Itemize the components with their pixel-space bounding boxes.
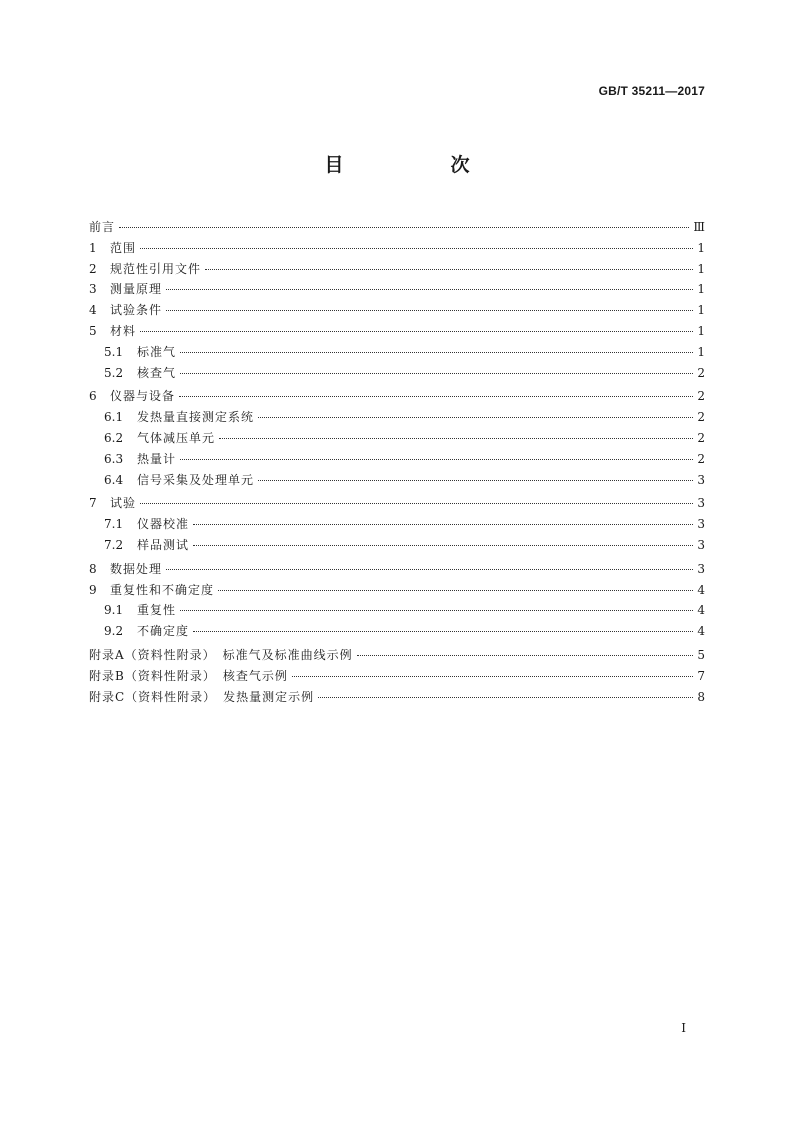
toc-dot-leader bbox=[140, 331, 693, 332]
toc-entry[interactable] bbox=[89, 386, 705, 407]
toc-entry[interactable] bbox=[89, 217, 705, 238]
toc-entry-number: 3 bbox=[89, 282, 97, 297]
toc-entry[interactable] bbox=[89, 407, 705, 428]
toc-entry-number: 9.1 bbox=[104, 603, 124, 618]
toc-entry[interactable] bbox=[89, 600, 705, 621]
toc-entry[interactable] bbox=[89, 666, 705, 687]
toc-entry-number: 7.1 bbox=[104, 517, 124, 532]
toc-entry-page: 3 bbox=[697, 537, 705, 552]
toc-entry[interactable] bbox=[89, 449, 705, 470]
toc-entry-label: 重复性和不确定度 bbox=[110, 582, 215, 597]
toc-dot-leader bbox=[219, 438, 693, 439]
toc-entry[interactable] bbox=[89, 493, 705, 514]
toc-dot-leader bbox=[179, 396, 693, 397]
toc-entry-number: 6.3 bbox=[104, 451, 124, 466]
toc-entry-label: 核查气 bbox=[137, 365, 177, 380]
toc-entry-number: 6.1 bbox=[104, 410, 124, 425]
toc-entry[interactable] bbox=[89, 535, 705, 556]
toc-entry[interactable] bbox=[89, 428, 705, 449]
toc-entry-label: 标准气 bbox=[137, 344, 177, 359]
toc-entry-page: 2 bbox=[697, 430, 705, 445]
toc-entry[interactable] bbox=[89, 621, 705, 642]
toc-entry[interactable] bbox=[89, 580, 705, 601]
toc-entry-label: 仪器校准 bbox=[137, 517, 190, 532]
toc-entry-number: 5.2 bbox=[104, 365, 124, 380]
toc-entry[interactable] bbox=[89, 259, 705, 280]
toc-entry[interactable] bbox=[89, 238, 705, 259]
toc-dot-leader bbox=[292, 676, 693, 677]
toc-entry-page: 5 bbox=[697, 647, 705, 662]
toc-entry-page: Ⅲ bbox=[693, 220, 705, 234]
footer-page-number: Ⅰ bbox=[681, 1021, 686, 1035]
toc-dot-leader bbox=[140, 503, 693, 504]
toc-entry[interactable] bbox=[89, 470, 705, 491]
toc-entry-page: 3 bbox=[697, 472, 705, 487]
toc-entry-label: 热量计 bbox=[137, 451, 177, 466]
toc-dot-leader bbox=[166, 289, 693, 290]
toc-entry-page: 4 bbox=[697, 582, 705, 597]
toc-dot-leader bbox=[193, 545, 693, 546]
toc-entry[interactable] bbox=[89, 321, 705, 342]
toc-entry-label: 材料 bbox=[110, 323, 137, 338]
toc-entry-page: 4 bbox=[697, 603, 705, 618]
toc-entry-page: 7 bbox=[697, 668, 705, 683]
toc-entry-label: 规范性引用文件 bbox=[110, 261, 202, 276]
toc-entry-number: 9.2 bbox=[104, 624, 124, 639]
toc-entry[interactable] bbox=[89, 363, 705, 384]
toc-entry[interactable] bbox=[89, 342, 705, 363]
toc-entry-label: 测量原理 bbox=[110, 282, 163, 297]
toc-entry-page: 8 bbox=[697, 689, 705, 704]
toc-entry-label: 气体减压单元 bbox=[137, 430, 216, 445]
toc-entry-label: 样品测试 bbox=[137, 537, 190, 552]
toc-entry-number: 9 bbox=[89, 582, 97, 597]
toc-entry-label: 附录B（资料性附录） 核查气示例 bbox=[89, 668, 288, 683]
toc-entry-label: 不确定度 bbox=[137, 624, 190, 639]
toc-entry-number: 7 bbox=[89, 496, 97, 511]
toc-entry-number: 5 bbox=[89, 323, 97, 338]
toc-dot-leader bbox=[193, 524, 693, 525]
toc-entry-page: 3 bbox=[697, 561, 705, 576]
toc-entry-page: 1 bbox=[697, 240, 705, 255]
toc-entry-label: 范围 bbox=[110, 240, 137, 255]
toc-entry-page: 1 bbox=[697, 303, 705, 318]
toc-dot-leader bbox=[205, 269, 693, 270]
toc-entry-label: 重复性 bbox=[137, 603, 177, 618]
table-of-contents bbox=[89, 217, 705, 707]
toc-entry-page: 2 bbox=[697, 451, 705, 466]
toc-entry-label: 试验条件 bbox=[110, 303, 163, 318]
toc-entry-label: 发热量直接测定系统 bbox=[137, 410, 255, 425]
toc-dot-leader bbox=[357, 655, 693, 656]
toc-entry-label: 附录A（资料性附录） 标准气及标准曲线示例 bbox=[89, 647, 353, 662]
toc-entry[interactable] bbox=[89, 559, 705, 580]
toc-dot-leader bbox=[180, 610, 693, 611]
toc-entry[interactable] bbox=[89, 514, 705, 535]
toc-entry-page: 3 bbox=[697, 517, 705, 532]
toc-dot-leader bbox=[318, 697, 693, 698]
toc-dot-leader bbox=[180, 352, 693, 353]
toc-entry[interactable] bbox=[89, 300, 705, 321]
toc-entry-label: 信号采集及处理单元 bbox=[137, 472, 255, 487]
toc-entry-page: 2 bbox=[697, 365, 705, 380]
toc-entry-page: 1 bbox=[697, 282, 705, 297]
toc-dot-leader bbox=[166, 569, 693, 570]
standard-code: GB/T 35211—2017 bbox=[598, 84, 705, 98]
page-title: 目 次 bbox=[324, 154, 514, 176]
toc-entry-number: 6.4 bbox=[104, 472, 124, 487]
toc-entry[interactable] bbox=[89, 687, 705, 708]
toc-dot-leader bbox=[218, 590, 693, 591]
toc-entry-page: 3 bbox=[697, 496, 705, 511]
toc-dot-leader bbox=[258, 417, 693, 418]
toc-dot-leader bbox=[180, 459, 693, 460]
toc-dot-leader bbox=[119, 227, 689, 228]
toc-dot-leader bbox=[258, 480, 693, 481]
toc-entry-number: 4 bbox=[89, 303, 97, 318]
toc-entry-number: 8 bbox=[89, 561, 97, 576]
toc-entry-label: 数据处理 bbox=[110, 561, 163, 576]
toc-entry-page: 4 bbox=[697, 624, 705, 639]
toc-dot-leader bbox=[193, 631, 693, 632]
toc-entry-label: 前言 bbox=[89, 220, 116, 234]
toc-entry-number: 7.2 bbox=[104, 537, 124, 552]
toc-entry-number: 2 bbox=[89, 261, 97, 276]
toc-entry-label: 试验 bbox=[110, 496, 137, 511]
toc-entry-number: 6 bbox=[89, 389, 97, 404]
toc-entry-page: 2 bbox=[697, 410, 705, 425]
toc-entry-page: 1 bbox=[697, 323, 705, 338]
toc-entry-label: 附录C（资料性附录） 发热量测定示例 bbox=[89, 689, 315, 704]
toc-entry-number: 5.1 bbox=[104, 344, 124, 359]
toc-dot-leader bbox=[180, 373, 693, 374]
toc-entry-page: 1 bbox=[697, 344, 705, 359]
toc-entry-page: 1 bbox=[697, 261, 705, 276]
toc-entry-page: 2 bbox=[697, 389, 705, 404]
toc-entry-number: 1 bbox=[89, 240, 97, 255]
toc-dot-leader bbox=[166, 310, 693, 311]
toc-entry-label: 仪器与设备 bbox=[110, 389, 176, 404]
toc-entry-number: 6.2 bbox=[104, 430, 124, 445]
toc-entry[interactable] bbox=[89, 645, 705, 666]
toc-dot-leader bbox=[140, 248, 693, 249]
toc-entry[interactable] bbox=[89, 279, 705, 300]
